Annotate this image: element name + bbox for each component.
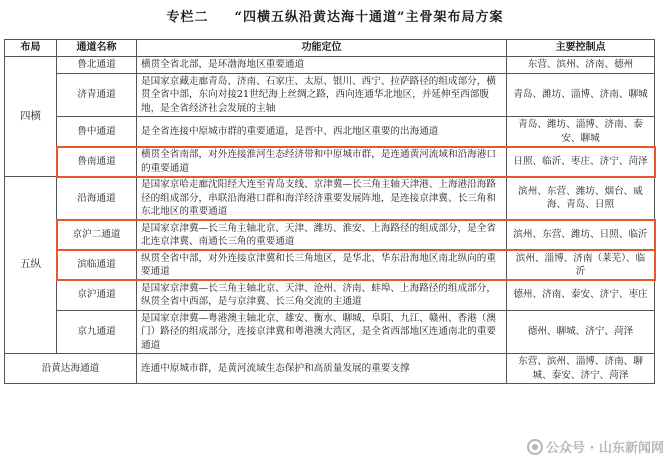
table-header-row [5,40,655,57]
channel-name: 京沪二通道 [57,220,137,250]
header-layout: 布局 [5,40,57,57]
table-row-highlighted [5,250,655,280]
header-control-points: 主要控制点 [507,40,655,57]
channel-name: 京九通道 [57,310,137,354]
control-points: 德州、济南、泰安、济宁、枣庄 [507,280,655,310]
channel-name: 京沪通道 [57,280,137,310]
channel-function: 是国家京津冀—粤港澳主轴北京、雄安、衡水、聊城、阜阳、九江、赣州、香港（澳门）路径的组成部分，连接京津冀和粤港澳大湾区，是全省西部地区连通南北的重要通道 [137,310,507,354]
channel-function: 纵贯全省中部，对外连接京津冀和长三角地区，是华北、华东沿海地区南北纵向的重要通道 [137,250,507,280]
wechat-icon [527,439,543,455]
channel-function: 是国家京津冀—长三角主轴北京、天津、沧州、济南、蚌埠、上海路径的组成部分，纵贯全省中西部，是与京津冀、长三角交流的主通道 [137,280,507,310]
page-title [0,6,670,25]
title-prefix: 专栏二 [166,10,209,25]
table-row [5,73,655,117]
control-points: 滨州、东营、潍坊、日照、临沂 [507,220,655,250]
table-row [5,310,655,354]
title-main: “四横五纵沿黄达海十通道”主骨架布局方案 [234,10,504,25]
control-points: 东营、滨州、淄博、济南、聊城、泰安、济宁、菏泽 [507,354,655,384]
layout-group-cell: 五纵 [5,177,57,354]
table-row-highlighted [5,220,655,250]
channel-function: 横贯全省南部，对外连接淮河生态经济带和中原城市群，是连通黄河流域和沿海港口的重要通道 [137,147,507,177]
channel-name: 鲁北通道 [57,57,137,74]
channel-function: 是国家京哈走廊沈阳经大连至青岛支线、京津冀—长三角主轴天津港、上海港沿海路径的组成部分，串联沿海港口群和海洋经济重要发展阵地，是连接京津冀、长三角和东北地区的重要通道 [137,177,507,221]
table-row [5,117,655,147]
table-row-highlighted [5,147,655,177]
header-channel-name: 通道名称 [57,40,137,57]
channel-name: 鲁南通道 [57,147,137,177]
channel-name: 济青通道 [57,73,137,117]
table-row [5,354,655,384]
control-points: 青岛、潍坊、淄博、济南、聊城 [507,73,655,117]
channel-function: 是全省连接中原城市群的重要通道，是晋中、西北地区重要的出海通道 [137,117,507,147]
table-row [5,280,655,310]
table-row [5,57,655,74]
channel-function: 横贯全省北部，是环渤海地区重要通道 [137,57,507,74]
header-function: 功能定位 [137,40,507,57]
watermark [527,437,664,456]
control-points: 青岛、潍坊、淄博、济南、泰安、聊城 [507,117,655,147]
control-points: 日照、临沂、枣庄、济宁、菏泽 [507,147,655,177]
channel-name: 沿黄达海通道 [5,354,137,384]
channel-name: 鲁中通道 [57,117,137,147]
channel-function: 是国家京藏走廊青岛、济南、石家庄、太原、银川、西宁、拉萨路径的组成部分，横贯全省中部，东向对接21世纪海上丝绸之路，西向连通华北地区，并延伸至西部腹地，是全省经济社会发展的主轴 [137,73,507,117]
channel-name: 滨临通道 [57,250,137,280]
layout-group-cell: 四横 [5,57,57,177]
control-points: 德州、聊城、济宁、菏泽 [507,310,655,354]
control-points: 滨州、淄博、济南（莱芜）、临沂 [507,250,655,280]
channel-function: 连通中原城市群，是黄河流域生态保护和高质量发展的重要支撑 [137,354,507,384]
channel-name: 沿海通道 [57,177,137,221]
layout-table [4,39,655,384]
table-row [5,177,655,221]
watermark-text: 公众号 · 山东新闻网 [546,441,664,456]
channel-function: 是国家京津冀—长三角主轴北京、天津、潍坊、淮安、上海路径的组成部分，是全省北连京津冀、南通长三角的重要通道 [137,220,507,250]
control-points: 东营、滨州、济南、德州 [507,57,655,74]
control-points: 滨州、东营、潍坊、烟台、威海、青岛、日照 [507,177,655,221]
